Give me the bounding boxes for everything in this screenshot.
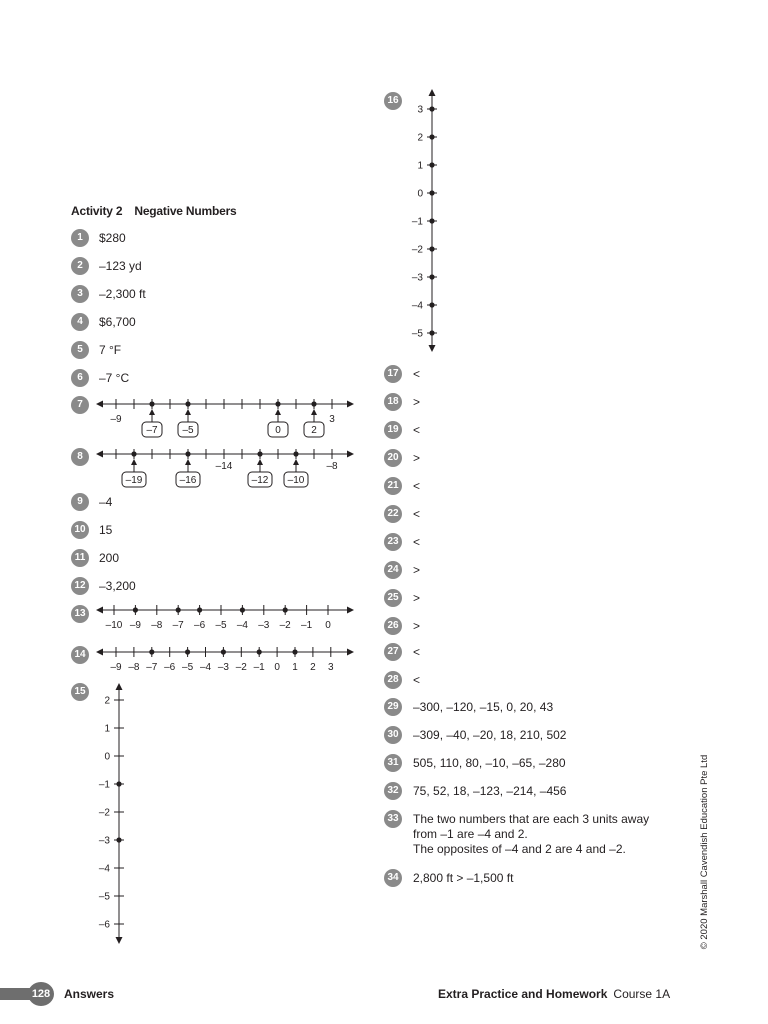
- plotted-point: [429, 162, 434, 167]
- tick-label: –5: [98, 891, 110, 903]
- plotted-point: [283, 607, 288, 612]
- tick-label: 3: [328, 662, 334, 673]
- tick-label: –4: [199, 662, 212, 673]
- activity-title: Negative Numbers: [134, 204, 237, 218]
- plotted-point: [185, 649, 190, 654]
- tick-label: –3: [411, 272, 423, 284]
- answer-text: –7 °C: [99, 371, 130, 385]
- answer-text: 15: [99, 523, 113, 537]
- answer-text: <: [413, 673, 421, 687]
- tick-label: –2: [411, 244, 423, 256]
- plotted-point: [240, 607, 245, 612]
- question-number-badge: 9: [71, 493, 89, 511]
- activity-number: Activity 2: [71, 204, 123, 218]
- tick-label: –7: [172, 620, 184, 631]
- pointer-arrowhead: [275, 409, 281, 415]
- answer-text: 2,800 ft > –1,500 ft: [413, 871, 514, 885]
- tick-label: –5: [182, 662, 194, 673]
- tick-label: –6: [164, 662, 176, 673]
- tick-label: –9: [129, 620, 141, 631]
- tick-label: –5: [215, 620, 227, 631]
- answer-box-value: –10: [287, 475, 305, 486]
- plotted-point: [429, 218, 434, 223]
- number-line-q14: [96, 642, 356, 674]
- question-number-badge: 29: [384, 698, 402, 716]
- answer-text: 505, 110, 80, –10, –65, –280: [413, 756, 566, 770]
- question-number-badge: 14: [71, 646, 89, 664]
- answer-box-value: –12: [251, 475, 269, 486]
- plotted-point: [131, 451, 136, 456]
- plotted-point: [311, 401, 316, 406]
- answer-text: <: [413, 535, 421, 549]
- plotted-point: [149, 649, 154, 654]
- plotted-point: [429, 106, 434, 111]
- plotted-point: [429, 246, 434, 251]
- answer-box-value: –5: [182, 425, 194, 436]
- answer-text-line: The opposites of –4 and 2 are 4 and –2.: [413, 842, 626, 856]
- answer-text: –123 yd: [99, 259, 142, 273]
- plotted-point: [429, 330, 434, 335]
- label-minus-8: –8: [326, 461, 338, 472]
- tick-label: –4: [98, 863, 110, 875]
- book-title: Extra Practice and Homework: [438, 987, 608, 1001]
- tick-label: –4: [411, 300, 423, 312]
- tick-label: –10: [105, 620, 123, 631]
- question-number-badge: 17: [384, 365, 402, 383]
- question-number-badge: 3: [71, 285, 89, 303]
- question-number-badge: 18: [384, 393, 402, 411]
- answer-box-value: –19: [125, 475, 143, 486]
- plotted-point: [116, 781, 121, 786]
- pointer-arrowhead: [293, 459, 299, 465]
- question-number-badge: 4: [71, 313, 89, 331]
- question-number-badge: 1: [71, 229, 89, 247]
- tick-label: –2: [235, 662, 247, 673]
- answer-box-value: 2: [311, 425, 317, 436]
- question-number-badge: 25: [384, 589, 402, 607]
- plotted-point: [429, 134, 434, 139]
- answer-text: >: [413, 395, 421, 409]
- plotted-point: [257, 451, 262, 456]
- tick-label: 1: [292, 662, 298, 673]
- tick-label: 2: [310, 662, 316, 673]
- tick-label: 2: [417, 132, 423, 144]
- tick-label: –2: [279, 620, 291, 631]
- answer-box-value: 0: [275, 425, 281, 436]
- answer-text: >: [413, 563, 421, 577]
- tick-label: –3: [98, 835, 110, 847]
- answer-text: –300, –120, –15, 0, 20, 43: [413, 700, 554, 714]
- tick-label: –1: [98, 779, 110, 791]
- tick-label: 3: [417, 104, 423, 116]
- tick-label: 0: [417, 188, 423, 200]
- answer-text-line: from –1 are –4 and 2.: [413, 827, 528, 841]
- plotted-point: [257, 649, 262, 654]
- tick-label: 0: [104, 751, 110, 763]
- pointer-arrowhead: [257, 459, 263, 465]
- footer-book: [438, 987, 670, 1001]
- question-number-badge: 26: [384, 617, 402, 635]
- pointer-arrowhead: [185, 459, 191, 465]
- plotted-point: [197, 607, 202, 612]
- answer-text: 7 °F: [99, 343, 122, 357]
- tick-label: –3: [217, 662, 229, 673]
- answer-text: –2,300 ft: [99, 287, 146, 301]
- plotted-point: [221, 649, 226, 654]
- plotted-point: [176, 607, 181, 612]
- answer-text: $6,700: [99, 315, 136, 329]
- tick-label: –1: [301, 620, 313, 631]
- answer-text: –309, –40, –20, 18, 210, 502: [413, 728, 567, 742]
- answer-text: –3,200: [99, 579, 136, 593]
- question-number-badge: 7: [71, 396, 89, 414]
- answer-text: <: [413, 479, 421, 493]
- number-line-q15: [96, 682, 136, 946]
- pointer-arrowhead: [185, 409, 191, 415]
- answer-text: >: [413, 619, 421, 633]
- answer-text: <: [413, 423, 421, 437]
- plotted-point: [275, 401, 280, 406]
- tick-label: –8: [151, 620, 163, 631]
- tick-label: –8: [128, 662, 140, 673]
- tick-label: –9: [110, 662, 122, 673]
- question-number-badge: 22: [384, 505, 402, 523]
- pointer-arrowhead: [149, 409, 155, 415]
- plotted-point: [293, 451, 298, 456]
- answer-text: <: [413, 367, 421, 381]
- answer-box-value: –16: [179, 475, 197, 486]
- answer-text: $280: [99, 231, 126, 245]
- tick-label: 0: [325, 620, 331, 631]
- question-number-badge: 5: [71, 341, 89, 359]
- plotted-point: [429, 190, 434, 195]
- number-line-q8: [96, 442, 356, 492]
- footer-section: Answers: [64, 987, 115, 1001]
- plotted-point: [133, 607, 138, 612]
- question-number-badge: 15: [71, 683, 89, 701]
- copyright: © 2020 Marshall Cavendish Education Pte Ltd: [699, 754, 710, 950]
- question-number-badge: 13: [71, 605, 89, 623]
- answer-box-value: –7: [146, 425, 158, 436]
- tick-label: –6: [194, 620, 206, 631]
- question-number-badge: 8: [71, 448, 89, 466]
- tick-label: –3: [258, 620, 270, 631]
- label-minus-14: –14: [215, 461, 233, 472]
- question-number-badge: 20: [384, 449, 402, 467]
- page-number: 128: [28, 982, 54, 1006]
- pointer-arrowhead: [131, 459, 137, 465]
- question-number-badge: 31: [384, 754, 402, 772]
- answer-text-line: The two numbers that are each 3 units away: [413, 812, 650, 826]
- tick-label: 2: [104, 695, 110, 707]
- question-number-badge: 2: [71, 257, 89, 275]
- footer-bar: [0, 988, 30, 1000]
- question-number-badge: 27: [384, 643, 402, 661]
- question-number-badge: 21: [384, 477, 402, 495]
- answer-text: –4: [99, 495, 113, 509]
- plotted-point: [185, 401, 190, 406]
- tick-label: –1: [411, 216, 423, 228]
- number-line-q7: [96, 392, 356, 442]
- answer-text: <: [413, 507, 421, 521]
- end-label-right: 3: [329, 414, 335, 425]
- tick-label: 1: [417, 160, 423, 172]
- plotted-point: [149, 401, 154, 406]
- question-number-badge: 24: [384, 561, 402, 579]
- answer-text: <: [413, 645, 421, 659]
- question-number-badge: 16: [384, 92, 402, 110]
- tick-label: 1: [104, 723, 110, 735]
- question-number-badge: 28: [384, 671, 402, 689]
- question-number-badge: 30: [384, 726, 402, 744]
- tick-label: 0: [274, 662, 280, 673]
- plotted-point: [116, 837, 121, 842]
- question-number-badge: 11: [71, 549, 89, 567]
- tick-label: –5: [411, 328, 423, 340]
- question-number-badge: 10: [71, 521, 89, 539]
- question-number-badge: 19: [384, 421, 402, 439]
- tick-label: –1: [253, 662, 265, 673]
- number-line-q13: [96, 600, 356, 632]
- activity-heading: [71, 204, 249, 218]
- answer-text: >: [413, 591, 421, 605]
- question-number-badge: 32: [384, 782, 402, 800]
- tick-label: –2: [98, 807, 110, 819]
- plotted-point: [185, 451, 190, 456]
- number-line-q16: [410, 88, 450, 354]
- answer-text: >: [413, 451, 421, 465]
- pointer-arrowhead: [311, 409, 317, 415]
- question-number-badge: 34: [384, 869, 402, 887]
- question-number-badge: 23: [384, 533, 402, 551]
- question-number-badge: 33: [384, 810, 402, 828]
- course-name: Course 1A: [613, 987, 671, 1001]
- question-number-badge: 6: [71, 369, 89, 387]
- plotted-point: [292, 649, 297, 654]
- answer-text: 200: [99, 551, 120, 565]
- end-label-left: –9: [110, 414, 122, 425]
- answer-text: 75, 52, 18, –123, –214, –456: [413, 784, 567, 798]
- tick-label: –7: [146, 662, 158, 673]
- plotted-point: [429, 274, 434, 279]
- plotted-point: [429, 302, 434, 307]
- question-number-badge: 12: [71, 577, 89, 595]
- tick-label: –4: [236, 620, 248, 631]
- tick-label: –6: [98, 919, 110, 931]
